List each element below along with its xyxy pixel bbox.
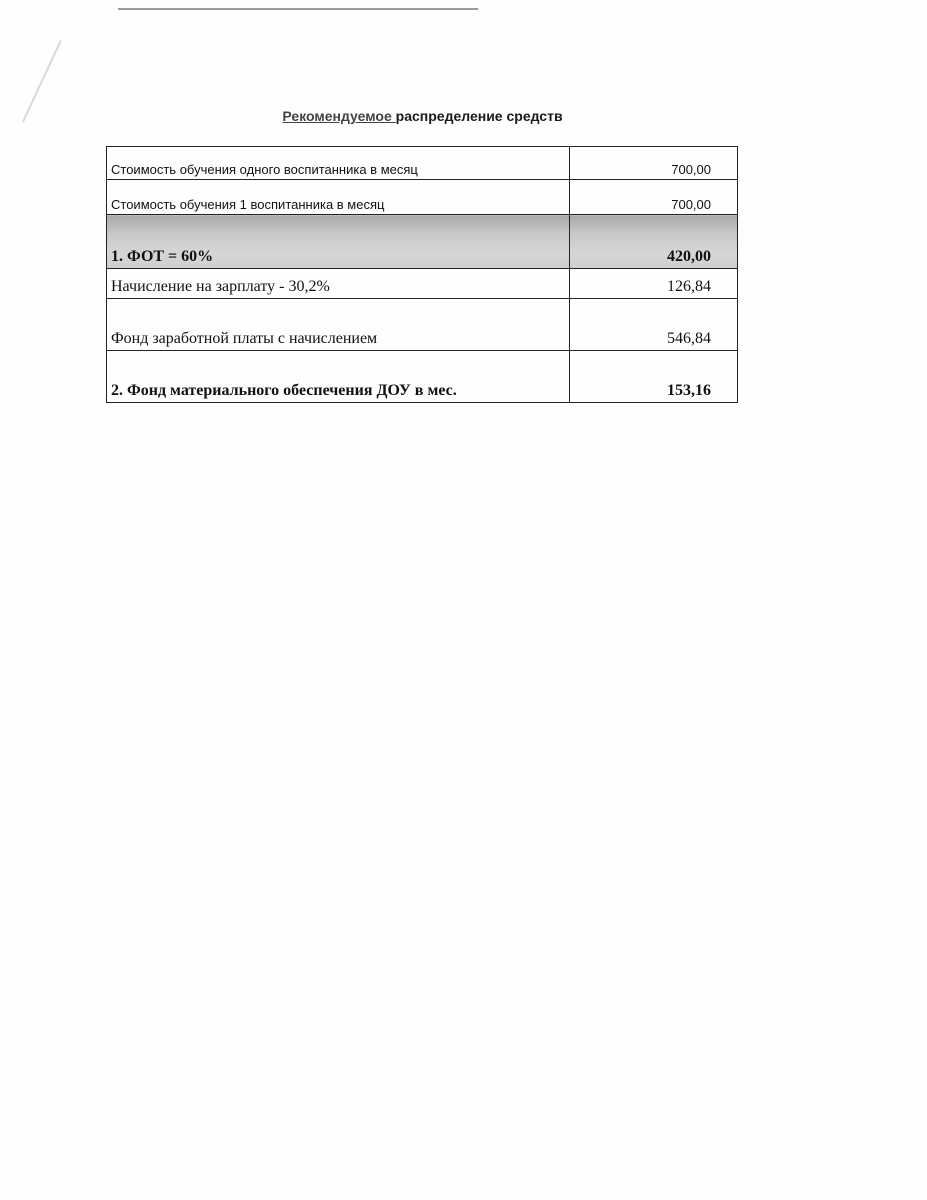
row-label: 1. ФОТ = 60% xyxy=(107,215,570,269)
row-value: 153,16 xyxy=(570,351,738,403)
title-main-part: распределение средств xyxy=(395,108,563,124)
row-value: 546,84 xyxy=(570,299,738,351)
table-row xyxy=(107,351,738,403)
table-row xyxy=(107,299,738,351)
row-label: 2. Фонд материального обеспечения ДОУ в мес. xyxy=(107,351,570,403)
row-value: 700,00 xyxy=(570,180,738,215)
table-row xyxy=(107,180,738,215)
row-label: Стоимость обучения 1 воспитанника в месяц xyxy=(107,180,570,215)
table-row xyxy=(107,147,738,180)
allocation-table xyxy=(106,146,738,403)
table-row xyxy=(107,269,738,299)
table-row-highlighted xyxy=(107,215,738,269)
row-value: 420,00 xyxy=(570,215,738,269)
title-underlined-part: Рекомендуемое xyxy=(282,108,396,124)
row-label: Начисление на зарплату - 30,2% xyxy=(107,269,570,299)
row-value: 126,84 xyxy=(570,269,738,299)
page-title xyxy=(0,108,845,124)
row-label: Фонд заработной платы с начислением xyxy=(107,299,570,351)
row-value: 700,00 xyxy=(570,147,738,180)
scan-edge-artifact xyxy=(118,8,478,10)
row-label: Стоимость обучения одного воспитанника в месяц xyxy=(107,147,570,180)
